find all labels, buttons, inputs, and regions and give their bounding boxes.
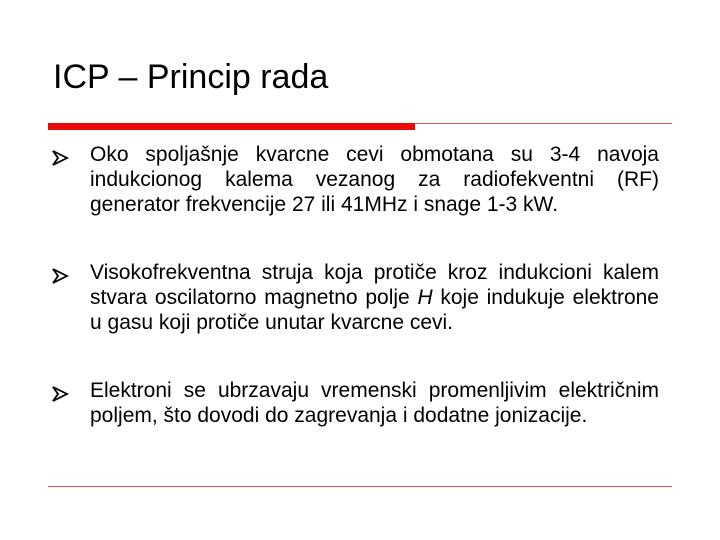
title-accent-bar xyxy=(48,123,415,130)
bullet-item xyxy=(50,260,660,335)
bullet-text-part: koje indukuje elektrone u gasu koji protiče unutar kvarcne cevi. xyxy=(90,286,659,334)
bullet-text: Elektroni se ubrzavaju vremenski promenljivim električnim poljem, što dovodi do zagrevanja i dodatne jonizacije. xyxy=(90,379,659,427)
arrowhead-bullet-icon xyxy=(50,266,70,286)
bullet-item xyxy=(50,142,660,217)
footer-divider-line xyxy=(48,486,672,487)
slide-title: ICP – Princip rada xyxy=(53,58,329,96)
bullet-text xyxy=(90,260,659,335)
magnetic-field-symbol: H xyxy=(417,286,433,309)
bullet-text-part: Visokofrekventna struja koja protiče kroz indukcioni kalem stvara oscilatorno magnetno polje xyxy=(90,261,659,309)
arrowhead-bullet-icon xyxy=(50,148,70,168)
bullet-item xyxy=(50,378,660,428)
arrowhead-bullet-icon xyxy=(50,384,70,404)
bullet-text: Oko spoljašnje kvarcne cevi obmotana su 3-4 navoja indukcionog kalema vezanog za radiofekventni (RF) generator frekvencije 27 ili 41MHz i snage 1-3 kW. xyxy=(90,143,659,216)
